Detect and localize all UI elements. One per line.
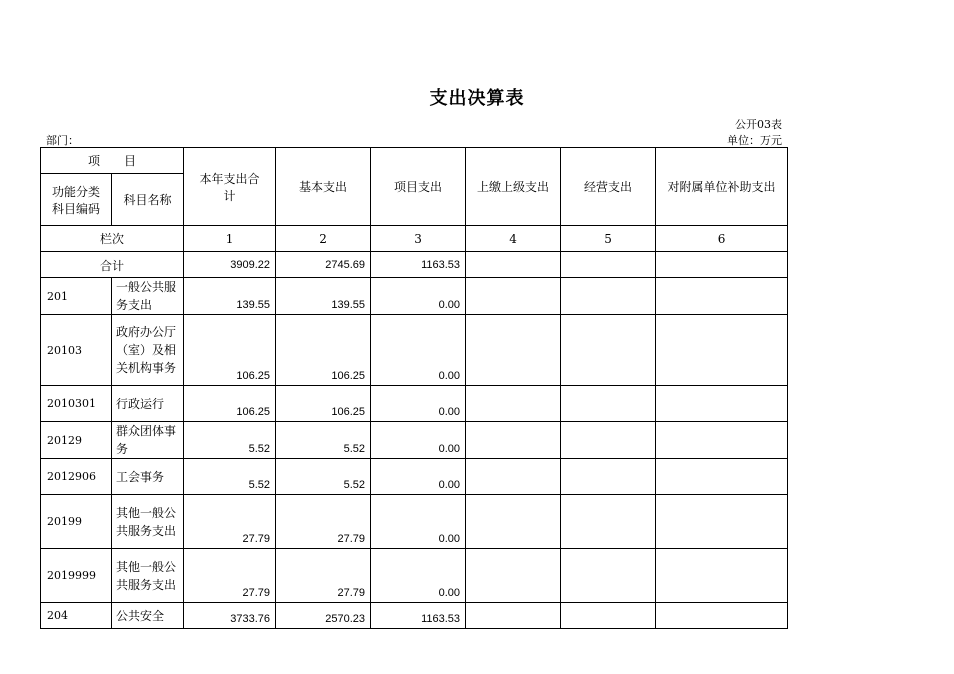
form-code: 公开03表: [735, 118, 782, 131]
upper-header: 上缴上级支出: [466, 148, 561, 226]
basic-value: 27.79: [276, 495, 371, 549]
table-row: [41, 549, 788, 603]
item-header: 项 目: [41, 148, 184, 174]
code-cell: 20103: [41, 315, 112, 386]
basic-value: 139.55: [276, 278, 371, 315]
code-cell: 2010301: [41, 386, 112, 422]
project-value: 1163.53: [371, 252, 466, 278]
col-num: 1: [184, 226, 276, 252]
subsidy-value: [656, 603, 788, 629]
project-value: 0.00: [371, 315, 466, 386]
subsidy-value: [656, 495, 788, 549]
table-row: [41, 459, 788, 495]
name-cell: 政府办公厅（室）及相关机构事务: [112, 315, 184, 386]
basic-header: 基本支出: [276, 148, 371, 226]
upper-value: [466, 459, 561, 495]
project-value: 0.00: [371, 386, 466, 422]
func-code-header: 功能分类科目编码: [41, 174, 112, 226]
total-value: 3909.22: [184, 252, 276, 278]
table-row: [41, 315, 788, 386]
business-value: [561, 252, 656, 278]
subsidy-value: [656, 422, 788, 459]
table-row: [41, 422, 788, 459]
column-label: 栏次: [41, 226, 184, 252]
business-value: [561, 549, 656, 603]
subject-name-header: 科目名称: [112, 174, 184, 226]
business-value: [561, 422, 656, 459]
unit-label: 单位：万元: [727, 134, 782, 147]
code-cell: 201: [41, 278, 112, 315]
basic-value: 27.79: [276, 549, 371, 603]
col-num: 5: [561, 226, 656, 252]
total-value: 27.79: [184, 495, 276, 549]
total-value: 5.52: [184, 459, 276, 495]
col-num: 4: [466, 226, 561, 252]
table-row: [41, 278, 788, 315]
subsidy-value: [656, 315, 788, 386]
name-cell: 工会事务: [112, 459, 184, 495]
name-cell: 其他一般公共服务支出: [112, 495, 184, 549]
subsidy-value: [656, 386, 788, 422]
basic-value: 5.52: [276, 422, 371, 459]
col-num: 3: [371, 226, 466, 252]
basic-value: 2745.69: [276, 252, 371, 278]
col-num: 6: [656, 226, 788, 252]
name-cell: 公共安全: [112, 603, 184, 629]
business-value: [561, 459, 656, 495]
table-row: [41, 386, 788, 422]
department-label: 部门：: [46, 134, 79, 147]
upper-value: [466, 315, 561, 386]
name-cell: 一般公共服务支出: [112, 278, 184, 315]
subsidy-value: [656, 459, 788, 495]
col-num: 2: [276, 226, 371, 252]
project-value: 0.00: [371, 422, 466, 459]
subsidy-header: 对附属单位补助支出: [656, 148, 788, 226]
code-cell: 20199: [41, 495, 112, 549]
basic-value: 106.25: [276, 315, 371, 386]
total-value: 27.79: [184, 549, 276, 603]
upper-value: [466, 278, 561, 315]
total-header: 本年支出合计: [184, 148, 276, 226]
project-value: 0.00: [371, 278, 466, 315]
basic-value: 106.25: [276, 386, 371, 422]
subsidy-value: [656, 252, 788, 278]
table-row: [41, 603, 788, 629]
basic-value: 5.52: [276, 459, 371, 495]
upper-value: [466, 386, 561, 422]
upper-value: [466, 495, 561, 549]
subsidy-value: [656, 278, 788, 315]
business-value: [561, 278, 656, 315]
total-value: 3733.76: [184, 603, 276, 629]
business-value: [561, 603, 656, 629]
table-row: [41, 495, 788, 549]
upper-value: [466, 252, 561, 278]
subsidy-value: [656, 549, 788, 603]
code-cell: 2019999: [41, 549, 112, 603]
business-value: [561, 386, 656, 422]
project-value: 0.00: [371, 459, 466, 495]
upper-value: [466, 422, 561, 459]
code-cell: 2012906: [41, 459, 112, 495]
business-value: [561, 495, 656, 549]
upper-value: [466, 549, 561, 603]
basic-value: 2570.23: [276, 603, 371, 629]
upper-value: [466, 603, 561, 629]
name-cell: 其他一般公共服务支出: [112, 549, 184, 603]
business-value: [561, 315, 656, 386]
code-cell: 20129: [41, 422, 112, 459]
code-cell: 204: [41, 603, 112, 629]
total-value: 139.55: [184, 278, 276, 315]
business-header: 经营支出: [561, 148, 656, 226]
total-value: 106.25: [184, 386, 276, 422]
total-value: 106.25: [184, 315, 276, 386]
name-cell: 行政运行: [112, 386, 184, 422]
project-value: 0.00: [371, 495, 466, 549]
expenditure-table: [40, 147, 788, 629]
page-title: 支出决算表: [429, 88, 525, 109]
total-row: [41, 252, 788, 278]
project-header: 项目支出: [371, 148, 466, 226]
project-value: 1163.53: [371, 603, 466, 629]
total-label: 合计: [41, 252, 184, 278]
total-value: 5.52: [184, 422, 276, 459]
name-cell: 群众团体事务: [112, 422, 184, 459]
project-value: 0.00: [371, 549, 466, 603]
